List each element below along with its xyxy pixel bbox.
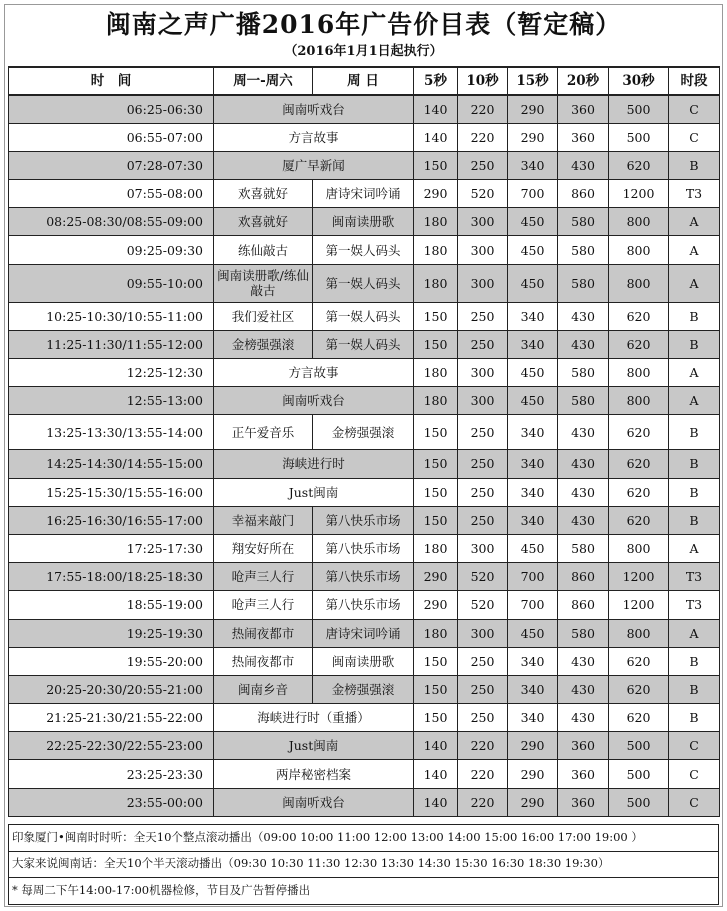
sunday-program-cell: 闽南读册歌	[313, 647, 414, 675]
slot-cell: B	[669, 675, 720, 703]
price-10s-cell: 220	[458, 788, 508, 816]
table-row	[9, 330, 720, 358]
header-20s: 20秒	[558, 67, 609, 95]
price-30s-cell: 800	[609, 534, 669, 562]
price-15s-cell: 450	[508, 359, 558, 387]
weekday-program-cell: 幸福来敲门	[214, 506, 313, 534]
slot-cell: B	[669, 302, 720, 330]
time-cell: 09:25-09:30	[9, 236, 214, 264]
slot-cell: C	[669, 95, 720, 123]
time-cell: 07:55-08:00	[9, 180, 214, 208]
note-half-hourly: 大家来说闽南话：全天10个半天滚动播出（09:30 10:30 11:30 12:30 13:30 14:30 15:30 16:30 18:30 19:30）	[8, 851, 719, 878]
time-cell: 22:25-22:30/22:55-23:00	[9, 732, 214, 760]
price-5s-cell: 290	[414, 591, 458, 619]
price-15s-cell: 340	[508, 415, 558, 450]
price-15s-cell: 340	[508, 478, 558, 506]
program-cell: 海峡进行时	[214, 450, 414, 478]
price-15s-cell: 290	[508, 95, 558, 123]
sunday-program-cell: 第一娱人码头	[313, 236, 414, 264]
slot-cell: C	[669, 788, 720, 816]
price-5s-cell: 140	[414, 732, 458, 760]
price-10s-cell: 220	[458, 760, 508, 788]
slot-cell: T3	[669, 180, 720, 208]
price-20s-cell: 430	[558, 704, 609, 732]
time-cell: 12:25-12:30	[9, 359, 214, 387]
sunday-program-cell: 第一娱人码头	[313, 302, 414, 330]
price-30s-cell: 620	[609, 675, 669, 703]
table-row	[9, 732, 720, 760]
price-10s-cell: 300	[458, 208, 508, 236]
price-30s-cell: 620	[609, 478, 669, 506]
price-15s-cell: 340	[508, 330, 558, 358]
price-15s-cell: 450	[508, 264, 558, 302]
price-15s-cell: 450	[508, 534, 558, 562]
price-15s-cell: 340	[508, 151, 558, 179]
price-10s-cell: 250	[458, 151, 508, 179]
slot-cell: A	[669, 619, 720, 647]
price-5s-cell: 140	[414, 788, 458, 816]
header-10s: 10秒	[458, 67, 508, 95]
price-20s-cell: 430	[558, 647, 609, 675]
price-10s-cell: 250	[458, 704, 508, 732]
table-header-row	[9, 67, 720, 95]
time-cell: 10:25-10:30/10:55-11:00	[9, 302, 214, 330]
table-row	[9, 359, 720, 387]
price-10s-cell: 520	[458, 180, 508, 208]
slot-cell: B	[669, 647, 720, 675]
price-10s-cell: 220	[458, 95, 508, 123]
header-15s: 15秒	[508, 67, 558, 95]
time-cell: 16:25-16:30/16:55-17:00	[9, 506, 214, 534]
table-row	[9, 302, 720, 330]
program-cell: 闽南听戏台	[214, 95, 414, 123]
table-row	[9, 95, 720, 123]
price-sheet	[4, 4, 723, 907]
table-row	[9, 236, 720, 264]
time-cell: 14:25-14:30/14:55-15:00	[9, 450, 214, 478]
price-5s-cell: 140	[414, 760, 458, 788]
slot-cell: C	[669, 123, 720, 151]
sunday-program-cell: 第八快乐市场	[313, 563, 414, 591]
price-10s-cell: 300	[458, 236, 508, 264]
slot-cell: A	[669, 264, 720, 302]
price-15s-cell: 700	[508, 563, 558, 591]
price-5s-cell: 150	[414, 151, 458, 179]
table-row	[9, 450, 720, 478]
price-20s-cell: 580	[558, 236, 609, 264]
sunday-program-cell: 唐诗宋词吟诵	[313, 180, 414, 208]
price-20s-cell: 430	[558, 330, 609, 358]
time-cell: 13:25-13:30/13:55-14:00	[9, 415, 214, 450]
price-10s-cell: 250	[458, 647, 508, 675]
header-sunday: 周 日	[313, 67, 414, 95]
weekday-program-cell: 闽南乡音	[214, 675, 313, 703]
price-15s-cell: 450	[508, 619, 558, 647]
time-cell: 11:25-11:30/11:55-12:00	[9, 330, 214, 358]
price-30s-cell: 800	[609, 208, 669, 236]
price-30s-cell: 620	[609, 704, 669, 732]
time-cell: 08:25-08:30/08:55-09:00	[9, 208, 214, 236]
price-20s-cell: 430	[558, 302, 609, 330]
price-15s-cell: 450	[508, 208, 558, 236]
price-10s-cell: 250	[458, 478, 508, 506]
price-15s-cell: 290	[508, 123, 558, 151]
price-15s-cell: 340	[508, 704, 558, 732]
price-10s-cell: 520	[458, 563, 508, 591]
slot-cell: A	[669, 387, 720, 415]
price-30s-cell: 500	[609, 788, 669, 816]
program-cell: 方言故事	[214, 359, 414, 387]
price-5s-cell: 150	[414, 704, 458, 732]
table-row	[9, 704, 720, 732]
price-15s-cell: 340	[508, 647, 558, 675]
slot-cell: T3	[669, 591, 720, 619]
header-5s: 5秒	[414, 67, 458, 95]
table-row	[9, 675, 720, 703]
time-cell: 17:55-18:00/18:25-18:30	[9, 563, 214, 591]
sunday-program-cell: 金榜强强滚	[313, 675, 414, 703]
price-30s-cell: 500	[609, 95, 669, 123]
time-cell: 23:55-00:00	[9, 788, 214, 816]
price-5s-cell: 180	[414, 236, 458, 264]
slot-cell: C	[669, 732, 720, 760]
sunday-program-cell: 第一娱人码头	[313, 264, 414, 302]
price-20s-cell: 360	[558, 123, 609, 151]
price-5s-cell: 150	[414, 647, 458, 675]
price-15s-cell: 340	[508, 302, 558, 330]
time-cell: 20:25-20:30/20:55-21:00	[9, 675, 214, 703]
price-10s-cell: 300	[458, 359, 508, 387]
price-20s-cell: 430	[558, 478, 609, 506]
weekday-program-cell: 练仙敲古	[214, 236, 313, 264]
price-30s-cell: 500	[609, 123, 669, 151]
slot-cell: A	[669, 359, 720, 387]
price-15s-cell: 340	[508, 506, 558, 534]
program-cell: 闽南听戏台	[214, 788, 414, 816]
price-20s-cell: 580	[558, 534, 609, 562]
sunday-program-cell: 唐诗宋词吟诵	[313, 619, 414, 647]
price-20s-cell: 430	[558, 151, 609, 179]
price-10s-cell: 250	[458, 506, 508, 534]
price-10s-cell: 220	[458, 123, 508, 151]
time-cell: 15:25-15:30/15:55-16:00	[9, 478, 214, 506]
time-cell: 06:55-07:00	[9, 123, 214, 151]
price-30s-cell: 620	[609, 450, 669, 478]
price-30s-cell: 800	[609, 387, 669, 415]
weekday-program-cell: 呛声三人行	[214, 563, 313, 591]
price-5s-cell: 180	[414, 264, 458, 302]
page-subtitle: （2016年1月1日起执行）	[284, 44, 443, 59]
rate-table-body	[9, 95, 720, 816]
price-10s-cell: 250	[458, 675, 508, 703]
table-row	[9, 760, 720, 788]
price-15s-cell: 290	[508, 788, 558, 816]
price-30s-cell: 1200	[609, 180, 669, 208]
price-10s-cell: 250	[458, 330, 508, 358]
table-row	[9, 647, 720, 675]
price-30s-cell: 620	[609, 647, 669, 675]
price-10s-cell: 300	[458, 619, 508, 647]
header-slot: 时段	[669, 67, 720, 95]
price-10s-cell: 250	[458, 450, 508, 478]
weekday-program-cell: 热闹夜都市	[214, 619, 313, 647]
weekday-program-cell: 闽南读册歌/练仙敲古	[214, 264, 313, 302]
price-20s-cell: 580	[558, 208, 609, 236]
price-20s-cell: 860	[558, 180, 609, 208]
sunday-program-cell: 第八快乐市场	[313, 591, 414, 619]
table-row	[9, 180, 720, 208]
slot-cell: B	[669, 330, 720, 358]
slot-cell: B	[669, 704, 720, 732]
price-5s-cell: 150	[414, 330, 458, 358]
time-cell: 19:25-19:30	[9, 619, 214, 647]
time-cell: 12:55-13:00	[9, 387, 214, 415]
table-row	[9, 619, 720, 647]
table-row	[9, 208, 720, 236]
slot-cell: B	[669, 506, 720, 534]
price-5s-cell: 150	[414, 415, 458, 450]
price-5s-cell: 150	[414, 450, 458, 478]
sunday-program-cell: 金榜强强滚	[313, 415, 414, 450]
price-20s-cell: 860	[558, 591, 609, 619]
slot-cell: T3	[669, 563, 720, 591]
price-5s-cell: 150	[414, 506, 458, 534]
price-15s-cell: 290	[508, 760, 558, 788]
price-10s-cell: 520	[458, 591, 508, 619]
price-30s-cell: 1200	[609, 591, 669, 619]
program-cell: 闽南听戏台	[214, 387, 414, 415]
time-cell: 18:55-19:00	[9, 591, 214, 619]
price-30s-cell: 620	[609, 506, 669, 534]
price-30s-cell: 800	[609, 264, 669, 302]
time-cell: 07:28-07:30	[9, 151, 214, 179]
price-15s-cell: 700	[508, 180, 558, 208]
price-5s-cell: 180	[414, 619, 458, 647]
price-30s-cell: 500	[609, 732, 669, 760]
price-20s-cell: 430	[558, 675, 609, 703]
price-10s-cell: 300	[458, 534, 508, 562]
price-5s-cell: 140	[414, 123, 458, 151]
price-5s-cell: 180	[414, 208, 458, 236]
price-5s-cell: 150	[414, 675, 458, 703]
weekday-program-cell: 欢喜就好	[214, 180, 313, 208]
price-30s-cell: 800	[609, 619, 669, 647]
slot-cell: B	[669, 450, 720, 478]
price-20s-cell: 430	[558, 506, 609, 534]
program-cell: 方言故事	[214, 123, 414, 151]
price-30s-cell: 800	[609, 359, 669, 387]
sunday-program-cell: 第八快乐市场	[313, 534, 414, 562]
program-cell: 两岸秘密档案	[214, 760, 414, 788]
price-10s-cell: 220	[458, 732, 508, 760]
header-weekday: 周一-周六	[214, 67, 313, 95]
price-15s-cell: 450	[508, 236, 558, 264]
time-cell: 09:55-10:00	[9, 264, 214, 302]
sunday-program-cell: 第八快乐市场	[313, 506, 414, 534]
price-30s-cell: 500	[609, 760, 669, 788]
price-5s-cell: 290	[414, 180, 458, 208]
price-15s-cell: 450	[508, 387, 558, 415]
table-row	[9, 478, 720, 506]
note-hourly: 印象厦门•闽南时时听：全天10个整点滚动播出（09:00 10:00 11:00 12:00 13:00 14:00 15:00 16:00 17:00 19:00 ）	[8, 824, 719, 852]
price-15s-cell: 340	[508, 450, 558, 478]
weekday-program-cell: 热闹夜都市	[214, 647, 313, 675]
time-cell: 23:25-23:30	[9, 760, 214, 788]
table-row	[9, 506, 720, 534]
price-20s-cell: 430	[558, 415, 609, 450]
price-20s-cell: 360	[558, 95, 609, 123]
slot-cell: A	[669, 236, 720, 264]
price-30s-cell: 620	[609, 415, 669, 450]
price-10s-cell: 300	[458, 264, 508, 302]
price-15s-cell: 700	[508, 591, 558, 619]
price-5s-cell: 180	[414, 359, 458, 387]
rate-table	[8, 66, 720, 817]
price-15s-cell: 290	[508, 732, 558, 760]
sunday-program-cell: 闽南读册歌	[313, 208, 414, 236]
weekday-program-cell: 金榜强强滚	[214, 330, 313, 358]
table-row	[9, 591, 720, 619]
price-10s-cell: 250	[458, 302, 508, 330]
price-5s-cell: 150	[414, 478, 458, 506]
slot-cell: A	[669, 534, 720, 562]
price-30s-cell: 620	[609, 151, 669, 179]
program-cell: Just闽南	[214, 732, 414, 760]
table-row	[9, 123, 720, 151]
price-5s-cell: 290	[414, 563, 458, 591]
time-cell: 06:25-06:30	[9, 95, 214, 123]
table-row	[9, 788, 720, 816]
price-20s-cell: 360	[558, 788, 609, 816]
price-5s-cell: 180	[414, 534, 458, 562]
price-20s-cell: 580	[558, 387, 609, 415]
table-row	[9, 534, 720, 562]
slot-cell: A	[669, 208, 720, 236]
price-15s-cell: 340	[508, 675, 558, 703]
weekday-program-cell: 呛声三人行	[214, 591, 313, 619]
slot-cell: B	[669, 478, 720, 506]
weekday-program-cell: 翔安好所在	[214, 534, 313, 562]
table-row	[9, 264, 720, 302]
slot-cell: B	[669, 415, 720, 450]
price-5s-cell: 140	[414, 95, 458, 123]
price-30s-cell: 800	[609, 236, 669, 264]
weekday-program-cell: 我们爱社区	[214, 302, 313, 330]
program-cell: 海峡进行时（重播）	[214, 704, 414, 732]
slot-cell: B	[669, 151, 720, 179]
price-20s-cell: 430	[558, 450, 609, 478]
table-row	[9, 151, 720, 179]
time-cell: 19:55-20:00	[9, 647, 214, 675]
price-20s-cell: 580	[558, 619, 609, 647]
price-20s-cell: 580	[558, 359, 609, 387]
table-row	[9, 563, 720, 591]
price-30s-cell: 620	[609, 330, 669, 358]
program-cell: 厦广早新闻	[214, 151, 414, 179]
price-20s-cell: 580	[558, 264, 609, 302]
note-maintenance: * 每周二下午14:00-17:00机器检修，节目及广告暂停播出	[8, 878, 719, 905]
program-cell: Just闽南	[214, 478, 414, 506]
weekday-program-cell: 正午爱音乐	[214, 415, 313, 450]
table-row	[9, 415, 720, 450]
price-30s-cell: 1200	[609, 563, 669, 591]
price-5s-cell: 180	[414, 387, 458, 415]
slot-cell: C	[669, 760, 720, 788]
price-30s-cell: 620	[609, 302, 669, 330]
price-20s-cell: 860	[558, 563, 609, 591]
weekday-program-cell: 欢喜就好	[214, 208, 313, 236]
header-time: 时 间	[9, 67, 214, 95]
page-title: 闽南之声广播2016年广告价目表（暂定稿）	[105, 10, 622, 39]
table-row	[9, 387, 720, 415]
time-cell: 21:25-21:30/21:55-22:00	[9, 704, 214, 732]
price-5s-cell: 150	[414, 302, 458, 330]
time-cell: 17:25-17:30	[9, 534, 214, 562]
header-30s: 30秒	[609, 67, 669, 95]
price-20s-cell: 360	[558, 760, 609, 788]
price-20s-cell: 360	[558, 732, 609, 760]
price-10s-cell: 300	[458, 387, 508, 415]
price-10s-cell: 250	[458, 415, 508, 450]
sunday-program-cell: 第一娱人码头	[313, 330, 414, 358]
